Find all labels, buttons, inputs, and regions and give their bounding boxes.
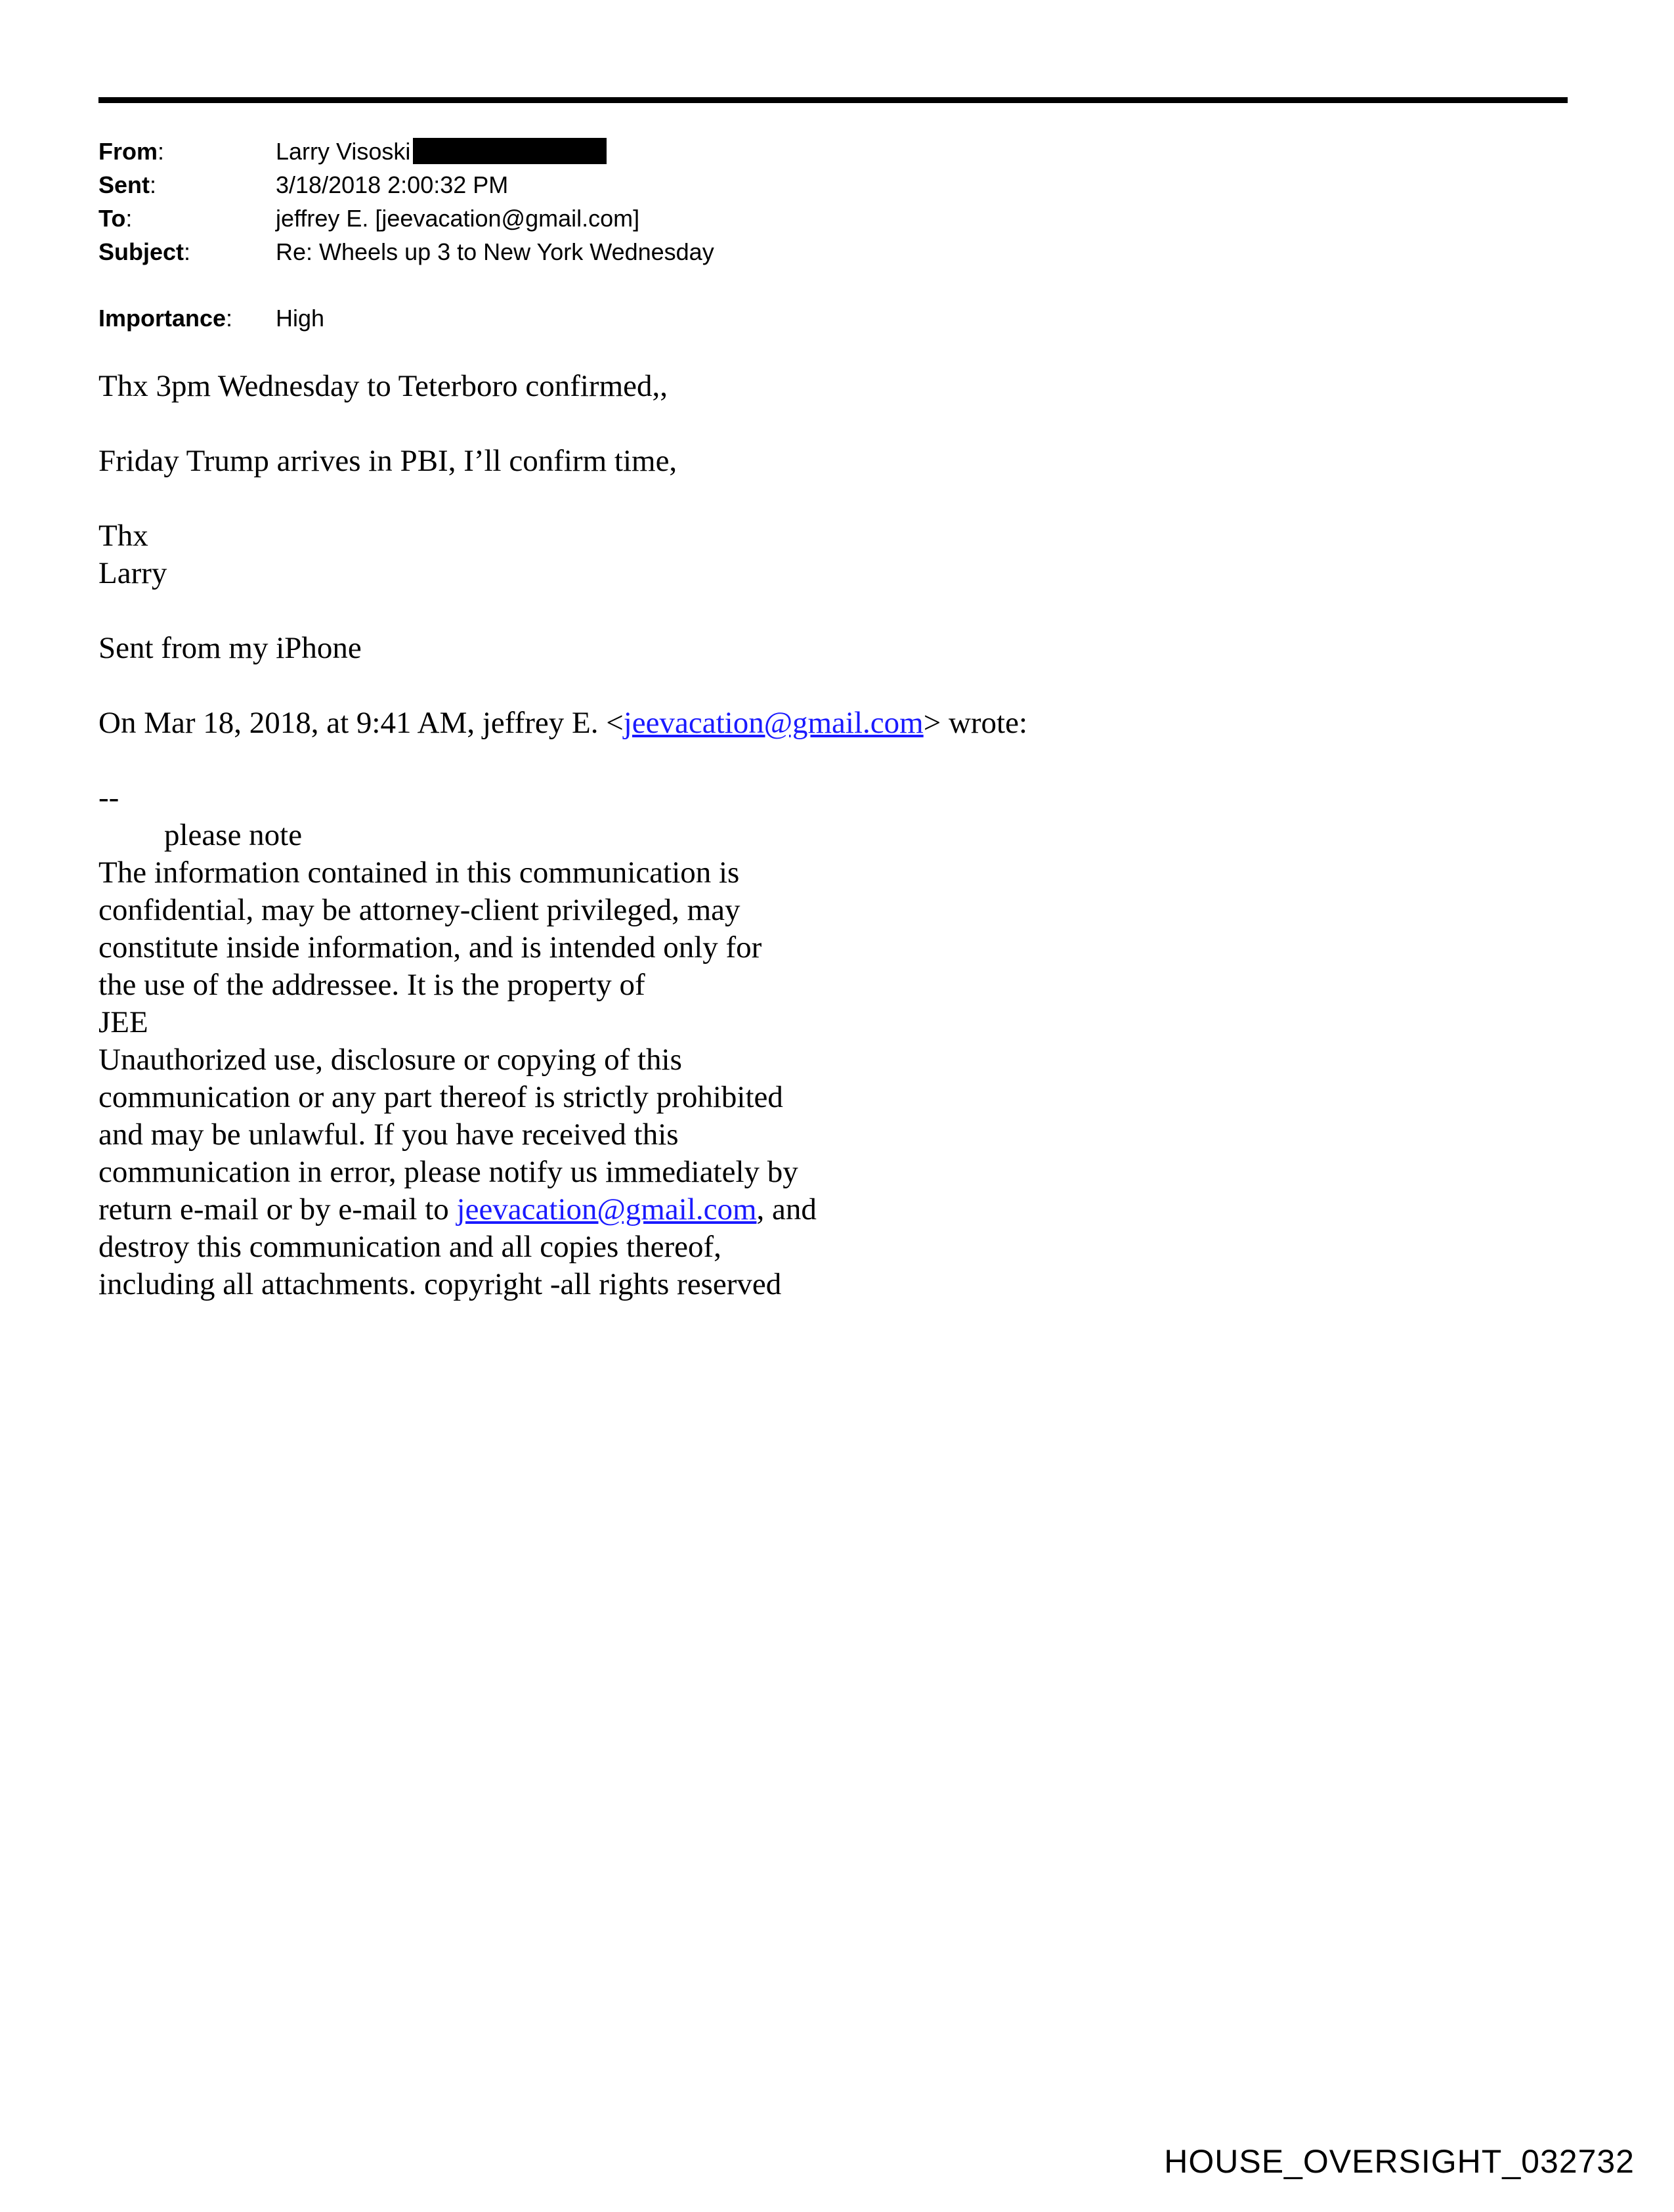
email-body [98, 368, 1280, 1303]
disclaimer-line: the use of the addressee. It is the property of [98, 968, 645, 1002]
disclaimer-line: The information contained in this communication is [98, 856, 740, 890]
to-label: To: [98, 205, 133, 232]
email-header [98, 135, 714, 335]
to-value: jeffrey E. [jeevacation@gmail.com] [276, 205, 640, 232]
importance-label: Importance: [98, 305, 233, 332]
top-divider-rule [98, 97, 1568, 103]
sent-row [98, 168, 714, 202]
disclaimer-line: destroy this communication and all copies thereof, [98, 1230, 721, 1264]
disclaimer-line: including all attachments. copyright -all rights reserved [98, 1267, 782, 1301]
disclaimer-line: Unauthorized use, disclosure or copying of this [98, 1043, 682, 1077]
from-label: From: [98, 138, 165, 165]
redaction-block [413, 138, 607, 164]
bates-document-id: HOUSE_OVERSIGHT_032732 [1164, 2143, 1635, 2180]
quote-email-link[interactable]: jeevacation@gmail.com [623, 706, 924, 740]
subject-label: Subject: [98, 238, 191, 265]
disclaimer-line: communication or any part thereof is strictly prohibited [98, 1080, 783, 1114]
disclaimer-line: JEE [98, 1005, 148, 1039]
please-note-line: please note [164, 818, 303, 852]
from-value [276, 135, 607, 168]
disclaimer-line: return e-mail or by e-mail to jeevacation@gmail.com, and [98, 1192, 817, 1226]
subject-value: Re: Wheels up 3 to New York Wednesday [276, 238, 714, 265]
quote-attribution: On Mar 18, 2018, at 9:41 AM, jeffrey E. <jeevacation@gmail.com> wrote: [98, 706, 1028, 740]
from-row [98, 135, 714, 168]
signature-name: Larry [98, 556, 167, 590]
disclaimer-line: communication in error, please notify us immediately by [98, 1155, 798, 1189]
disclaimer-line: and may be unlawful. If you have received this [98, 1117, 679, 1152]
disclaimer-line: constitute inside information, and is intended only for [98, 930, 762, 965]
disclaimer-email-link[interactable]: jeevacation@gmail.com [456, 1192, 757, 1226]
sent-from-line: Sent from my iPhone [98, 631, 362, 665]
importance-value: High [276, 305, 325, 332]
disclaimer-line: confidential, may be attorney-client privileged, may [98, 893, 740, 927]
body-line: Thx 3pm Wednesday to Teterboro confirmed,, [98, 369, 668, 403]
sender-name: Larry Visoski [276, 138, 411, 165]
sent-value: 3/18/2018 2:00:32 PM [276, 171, 509, 198]
signature-dashes: -- [98, 781, 119, 815]
body-line: Friday Trump arrives in PBI, I’ll confirm time, [98, 444, 677, 478]
body-line: Thx [98, 519, 148, 553]
importance-row [98, 301, 714, 335]
sent-label: Sent: [98, 171, 157, 198]
to-row [98, 202, 714, 235]
subject-row [98, 235, 714, 269]
